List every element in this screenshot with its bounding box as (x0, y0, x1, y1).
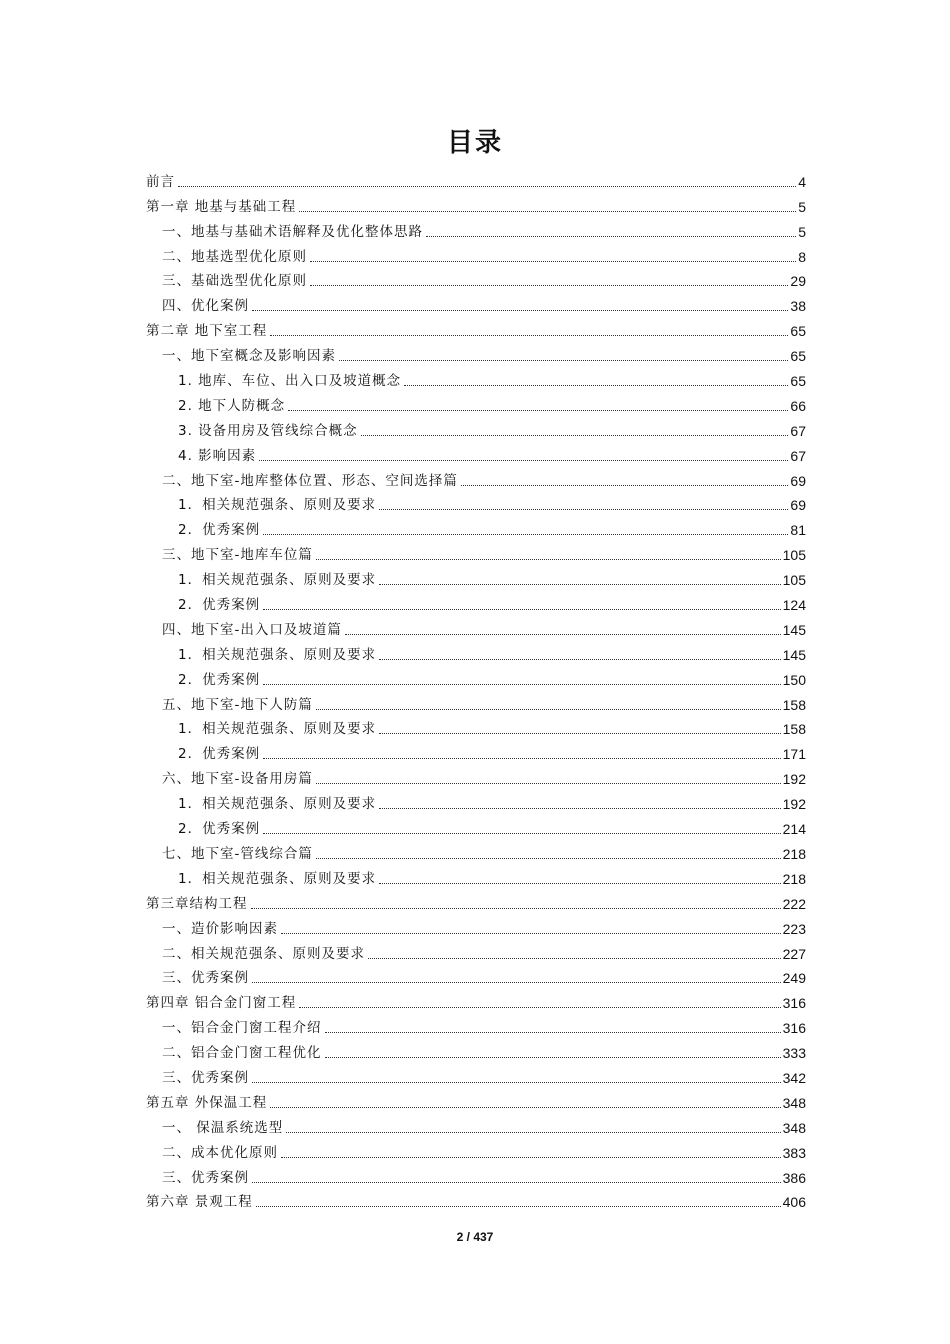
toc-entry-label: 一、地基与基础术语解释及优化整体思路 (162, 223, 423, 240)
toc-entry-label: 第五章 外保温工程 (146, 1094, 268, 1111)
toc-entry-label: 四、地下室-出入口及坡道篇 (162, 621, 342, 638)
toc-dot-leader (361, 434, 789, 436)
toc-entry-page-number: 145 (782, 646, 806, 663)
toc-dot-leader (299, 1006, 780, 1008)
toc-entry-page-number: 65 (790, 323, 806, 340)
toc-entry-label: 二、成本优化原则 (162, 1144, 278, 1161)
toc-dot-leader (339, 359, 788, 361)
toc-entry-page-number: 348 (782, 1119, 806, 1136)
toc-entry-label: 2. 地下人防概念 (178, 397, 286, 414)
toc-entry-page-number: 222 (782, 895, 806, 912)
toc-entry-label: 一、 保温系统选型 (162, 1119, 284, 1136)
toc-entry[interactable] (146, 539, 806, 564)
toc-entry[interactable] (146, 963, 806, 988)
toc-dot-leader (288, 409, 788, 411)
toc-entry-label: 二、铝合金门窗工程优化 (162, 1045, 322, 1062)
toc-entry-label: 前言 (146, 173, 175, 190)
toc-entry-label: 1．相关规范强条、原则及要求 (178, 796, 377, 813)
page-title: 目录 (446, 128, 503, 158)
toc-entry-label: 六、地下室-设备用房篇 (162, 771, 313, 788)
toc-dot-leader (263, 757, 781, 759)
toc-entry-label: 第三章结构工程 (146, 895, 248, 912)
toc-dot-leader (345, 633, 781, 635)
toc-dot-leader (252, 309, 788, 311)
toc-dot-leader (325, 1031, 781, 1033)
toc-entry-page-number: 69 (790, 472, 806, 489)
toc-entry-page-number: 316 (782, 995, 806, 1012)
toc-entry-label: 五、地下室-地下人防篇 (162, 696, 313, 713)
toc-dot-leader (379, 658, 781, 660)
toc-entry-page-number: 342 (782, 1069, 806, 1086)
toc-dot-leader (379, 732, 781, 734)
toc-entry[interactable] (146, 415, 806, 440)
toc-entry[interactable] (146, 813, 806, 838)
toc-dot-leader (316, 708, 781, 710)
toc-entry-label: 1. 地库、车位、出入口及坡道概念 (178, 373, 402, 390)
toc-entry-label: 1．相关规范强条、原则及要求 (178, 870, 377, 887)
toc-dot-leader (379, 583, 781, 585)
toc-entry-page-number: 8 (798, 248, 806, 265)
toc-entry[interactable] (146, 1087, 806, 1112)
toc-entry[interactable] (146, 714, 806, 739)
toc-dot-leader (325, 1056, 781, 1058)
toc-entry-page-number: 65 (790, 348, 806, 365)
toc-entry-label: 一、地下室概念及影响因素 (162, 348, 336, 365)
toc-dot-leader (263, 832, 781, 834)
toc-entry-page-number: 4 (798, 173, 806, 190)
toc-dot-leader (299, 210, 796, 212)
toc-entry[interactable] (146, 1037, 806, 1062)
toc-entry-label: 第一章 地基与基础工程 (146, 198, 297, 215)
toc-entry-page-number: 105 (782, 547, 806, 564)
toc-dot-leader (379, 807, 781, 809)
toc-entry[interactable] (146, 913, 806, 938)
toc-entry-page-number: 223 (782, 920, 806, 937)
toc-entry-label: 三、优秀案例 (162, 970, 249, 987)
toc-entry[interactable] (146, 266, 806, 291)
toc-entry-page-number: 67 (790, 422, 806, 439)
toc-entry-label: 一、铝合金门窗工程介绍 (162, 1020, 322, 1037)
toc-dot-leader (281, 932, 781, 934)
toc-entry[interactable] (146, 191, 806, 216)
toc-dot-leader (379, 882, 781, 884)
toc-dot-leader (256, 1205, 781, 1207)
toc-entry-page-number: 65 (790, 373, 806, 390)
toc-entry-page-number: 67 (790, 447, 806, 464)
toc-entry-label: 4. 影响因素 (178, 447, 257, 464)
toc-entry-label: 三、优秀案例 (162, 1169, 249, 1186)
toc-entry[interactable] (146, 1162, 806, 1187)
toc-entry-label: 三、地下室-地库车位篇 (162, 547, 313, 564)
toc-entry-label: 2．优秀案例 (178, 597, 261, 614)
toc-entry[interactable] (146, 664, 806, 689)
toc-entry-label: 1．相关规范强条、原则及要求 (178, 721, 377, 738)
toc-dot-leader (426, 235, 796, 237)
toc-entry[interactable] (146, 838, 806, 863)
toc-entry[interactable] (146, 788, 806, 813)
toc-entry-page-number: 81 (790, 522, 806, 539)
toc-dot-leader (286, 1131, 780, 1133)
toc-entry-page-number: 333 (782, 1045, 806, 1062)
toc-entry[interactable] (146, 390, 806, 415)
toc-entry-page-number: 192 (782, 796, 806, 813)
toc-entry-label: 七、地下室-管线综合篇 (162, 845, 313, 862)
toc-entry-label: 二、地下室-地库整体位置、形态、空间选择篇 (162, 472, 458, 489)
toc-entry-page-number: 5 (798, 198, 806, 215)
toc-entry[interactable] (146, 440, 806, 465)
toc-dot-leader (404, 384, 788, 386)
toc-entry-page-number: 145 (782, 621, 806, 638)
toc-entry-page-number: 348 (782, 1094, 806, 1111)
toc-entry-page-number: 105 (782, 572, 806, 589)
toc-dot-leader (263, 533, 788, 535)
toc-entry[interactable] (146, 290, 806, 315)
toc-dot-leader (263, 608, 781, 610)
toc-entry-label: 1．相关规范强条、原则及要求 (178, 497, 377, 514)
toc-entry-page-number: 383 (782, 1144, 806, 1161)
toc-entry-page-number: 316 (782, 1020, 806, 1037)
toc-dot-leader (316, 857, 781, 859)
page-number-footer: 2 / 437 (456, 1230, 494, 1244)
toc-dot-leader (259, 459, 788, 461)
toc-entry-page-number: 150 (782, 671, 806, 688)
toc-entry[interactable] (146, 738, 806, 763)
toc-entry-label: 三、优秀案例 (162, 1069, 249, 1086)
toc-entry-page-number: 192 (782, 771, 806, 788)
toc-entry[interactable] (146, 987, 806, 1012)
toc-dot-leader (251, 907, 781, 909)
toc-entry-page-number: 171 (782, 746, 806, 763)
toc-entry[interactable] (146, 514, 806, 539)
toc-dot-leader (178, 185, 796, 187)
toc-entry-page-number: 5 (798, 223, 806, 240)
toc-entry-page-number: 158 (782, 721, 806, 738)
toc-dot-leader (270, 1106, 780, 1108)
toc-entry-label: 二、地基选型优化原则 (162, 248, 307, 265)
toc-entry[interactable] (146, 216, 806, 241)
toc-entry[interactable] (146, 1012, 806, 1037)
toc-dot-leader (263, 683, 781, 685)
toc-entry-label: 1．相关规范强条、原则及要求 (178, 572, 377, 589)
toc-entry[interactable] (146, 589, 806, 614)
toc-entry[interactable] (146, 639, 806, 664)
toc-entry-label: 2．优秀案例 (178, 671, 261, 688)
toc-dot-leader (368, 957, 781, 959)
toc-entry-label: 2．优秀案例 (178, 522, 261, 539)
toc-entry[interactable] (146, 564, 806, 589)
toc-entry-label: 一、造价影响因素 (162, 920, 278, 937)
toc-entry[interactable] (146, 888, 806, 913)
toc-entry[interactable] (146, 763, 806, 788)
toc-entry-label: 第四章 铝合金门窗工程 (146, 995, 297, 1012)
toc-entry[interactable] (146, 689, 806, 714)
toc-dot-leader (310, 260, 796, 262)
toc-entry-label: 1．相关规范强条、原则及要求 (178, 646, 377, 663)
toc-dot-leader (252, 1181, 781, 1183)
toc-dot-leader (252, 981, 781, 983)
toc-entry-page-number: 386 (782, 1169, 806, 1186)
toc-dot-leader (252, 1081, 781, 1083)
toc-entry-page-number: 29 (790, 273, 806, 290)
toc-entry-label: 四、优化案例 (162, 298, 249, 315)
toc-entry-page-number: 124 (782, 597, 806, 614)
toc-entry[interactable] (146, 1112, 806, 1137)
toc-entry[interactable] (146, 1062, 806, 1087)
toc-entry[interactable] (146, 863, 806, 888)
table-of-contents (146, 166, 806, 1211)
toc-entry[interactable] (146, 241, 806, 266)
toc-dot-leader (281, 1156, 781, 1158)
toc-entry[interactable] (146, 938, 806, 963)
toc-dot-leader (316, 558, 781, 560)
toc-entry-page-number: 227 (782, 945, 806, 962)
toc-entry[interactable] (146, 315, 806, 340)
toc-entry-label: 3. 设备用房及管线综合概念 (178, 422, 358, 439)
toc-entry[interactable] (146, 1137, 806, 1162)
toc-entry-label: 2．优秀案例 (178, 746, 261, 763)
toc-entry-label: 第二章 地下室工程 (146, 323, 268, 340)
toc-entry[interactable] (146, 465, 806, 490)
toc-entry[interactable] (146, 490, 806, 515)
toc-entry[interactable] (146, 614, 806, 639)
toc-entry-page-number: 66 (790, 397, 806, 414)
toc-entry-label: 第六章 景观工程 (146, 1194, 253, 1211)
toc-entry-page-number: 69 (790, 497, 806, 514)
toc-entry[interactable] (146, 340, 806, 365)
toc-dot-leader (379, 508, 788, 510)
toc-entry[interactable] (146, 1187, 806, 1212)
toc-dot-leader (316, 782, 781, 784)
toc-entry-label: 二、相关规范强条、原则及要求 (162, 945, 365, 962)
toc-entry-page-number: 158 (782, 696, 806, 713)
toc-entry-page-number: 38 (790, 298, 806, 315)
toc-entry-label: 2．优秀案例 (178, 821, 261, 838)
toc-entry-page-number: 218 (782, 870, 806, 887)
toc-dot-leader (310, 284, 788, 286)
toc-dot-leader (461, 484, 789, 486)
toc-entry-page-number: 218 (782, 845, 806, 862)
toc-entry-page-number: 214 (782, 821, 806, 838)
toc-entry-page-number: 249 (782, 970, 806, 987)
toc-entry[interactable] (146, 365, 806, 390)
toc-entry-label: 三、基础选型优化原则 (162, 273, 307, 290)
toc-entry[interactable] (146, 166, 806, 191)
toc-dot-leader (270, 334, 788, 336)
toc-entry-page-number: 406 (782, 1194, 806, 1211)
